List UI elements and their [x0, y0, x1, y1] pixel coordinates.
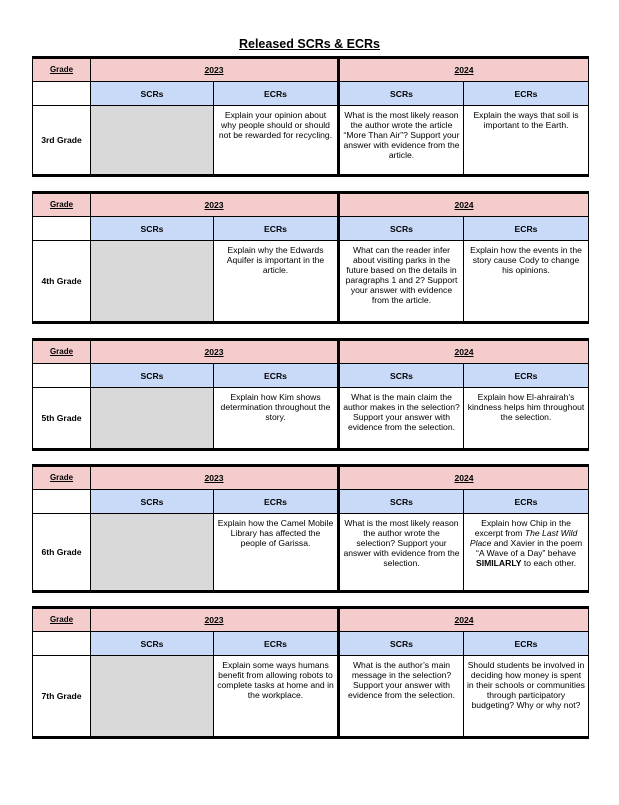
ecr-2024-cell: Explain how the events in the story cause Cody to change his opinions. [464, 241, 589, 323]
ecrs-2023-header: ECRs [214, 490, 339, 514]
ecr-2023-cell: Explain why the Edwards Aquifer is important in the article. [214, 241, 339, 323]
scr-2023-cell [91, 514, 214, 592]
grade-table-7th [32, 606, 589, 739]
type-header-row [33, 490, 589, 514]
grade-header: Grade [33, 58, 91, 82]
type-header-row [33, 217, 589, 241]
grade-header: Grade [33, 608, 91, 632]
ecrs-2024-header: ECRs [464, 632, 589, 656]
grade-label: 7th Grade [33, 656, 91, 738]
blank-header-cell [33, 632, 91, 656]
year-2024-header: 2024 [339, 608, 589, 632]
ecr-2024-cell: Should students be involved in deciding how money is spent in their schools or communities through participatory budgeting? Why or why not? [464, 656, 589, 738]
year-header-row [33, 340, 589, 364]
scrs-2023-header: SCRs [91, 490, 214, 514]
page-title: Released SCRs & ECRs [238, 37, 381, 51]
year-2024-header: 2024 [339, 193, 589, 217]
type-header-row [33, 82, 589, 106]
ecr-text-part: and Xavier in the poem “A Wave of a Day” behave [476, 538, 583, 558]
blank-header-cell [33, 82, 91, 106]
year-2023-header: 2023 [91, 466, 339, 490]
scrs-2024-header: SCRs [339, 632, 464, 656]
grade-label: 3rd Grade [33, 106, 91, 176]
scr-2024-cell: What is the most likely reason the author wrote the article “More Than Air”? Support your answer with evidence from the article. [339, 106, 464, 176]
ecr-2023-cell: Explain how the Camel Mobile Library has affected the people of Garissa. [214, 514, 339, 592]
ecr-text-part: Explain how Chip in the excerpt from [474, 518, 571, 538]
year-2023-header: 2023 [91, 193, 339, 217]
grade-header: Grade [33, 340, 91, 364]
scrs-2024-header: SCRs [339, 490, 464, 514]
grade-label: 6th Grade [33, 514, 91, 592]
year-2023-header: 2023 [91, 608, 339, 632]
ecrs-2023-header: ECRs [214, 82, 339, 106]
grade-header: Grade [33, 466, 91, 490]
type-header-row [33, 364, 589, 388]
ecrs-2024-header: ECRs [464, 217, 589, 241]
grade-row [33, 656, 589, 738]
grade-row [33, 106, 589, 176]
scr-2023-cell [91, 241, 214, 323]
grade-row [33, 388, 589, 450]
grade-label: 5th Grade [33, 388, 91, 450]
year-2024-header: 2024 [339, 466, 589, 490]
scrs-2024-header: SCRs [339, 364, 464, 388]
blank-header-cell [33, 364, 91, 388]
ecrs-2024-header: ECRs [464, 82, 589, 106]
type-header-row [33, 632, 589, 656]
year-header-row [33, 608, 589, 632]
grade-header: Grade [33, 193, 91, 217]
grade-table-4th [32, 191, 589, 324]
scr-2023-cell [91, 388, 214, 450]
ecrs-2023-header: ECRs [214, 364, 339, 388]
blank-header-cell [33, 490, 91, 514]
blank-header-cell [33, 217, 91, 241]
ecr-2023-cell: Explain your opinion about why people should or should not be rewarded for recycling. [214, 106, 339, 176]
scrs-2024-header: SCRs [339, 82, 464, 106]
emphasis-word: SIMILARLY [476, 558, 522, 568]
grade-table-3rd [32, 56, 589, 177]
year-header-row [33, 58, 589, 82]
ecr-2024-cell [464, 514, 589, 592]
year-2023-header: 2023 [91, 58, 339, 82]
grade-row [33, 514, 589, 592]
grade-row [33, 241, 589, 323]
book-title-italic: The Last Wild Place [469, 528, 578, 548]
ecrs-2024-header: ECRs [464, 364, 589, 388]
scrs-2023-header: SCRs [91, 82, 214, 106]
ecrs-2023-header: ECRs [214, 632, 339, 656]
grade-table-5th [32, 338, 589, 451]
ecr-2023-cell: Explain some ways humans benefit from allowing robots to complete tasks at home and in the workplace. [214, 656, 339, 738]
ecr-2023-cell: Explain how Kim shows determination throughout the story. [214, 388, 339, 450]
ecrs-2023-header: ECRs [214, 217, 339, 241]
scr-2024-cell: What is the main claim the author makes in the selection? Support your answer with evidence from the selection. [339, 388, 464, 450]
grade-label: 4th Grade [33, 241, 91, 323]
scr-2024-cell: What can the reader infer about visiting parks in the future based on the details in paragraphs 1 and 2? Support your answer with evidence from the article. [339, 241, 464, 323]
scr-2023-cell [91, 656, 214, 738]
ecr-text-part: to each other. [521, 558, 576, 568]
year-header-row [33, 466, 589, 490]
year-header-row [33, 193, 589, 217]
scr-2024-cell: What is the author’s main message in the selection? Support your answer with evidence from the selection. [339, 656, 464, 738]
year-2024-header: 2024 [339, 340, 589, 364]
scrs-2023-header: SCRs [91, 632, 214, 656]
scrs-2023-header: SCRs [91, 217, 214, 241]
year-2024-header: 2024 [339, 58, 589, 82]
ecrs-2024-header: ECRs [464, 490, 589, 514]
ecr-2024-cell: Explain the ways that soil is important to the Earth. [464, 106, 589, 176]
year-2023-header: 2023 [91, 340, 339, 364]
scrs-2023-header: SCRs [91, 364, 214, 388]
ecr-2024-cell: Explain how El-ahrairah’s kindness helps him throughout the selection. [464, 388, 589, 450]
scr-2023-cell [91, 106, 214, 176]
scr-2024-cell: What is the most likely reason the author wrote the selection? Support your answer with evidence from the selection. [339, 514, 464, 592]
grade-table-6th [32, 464, 589, 593]
scrs-2024-header: SCRs [339, 217, 464, 241]
